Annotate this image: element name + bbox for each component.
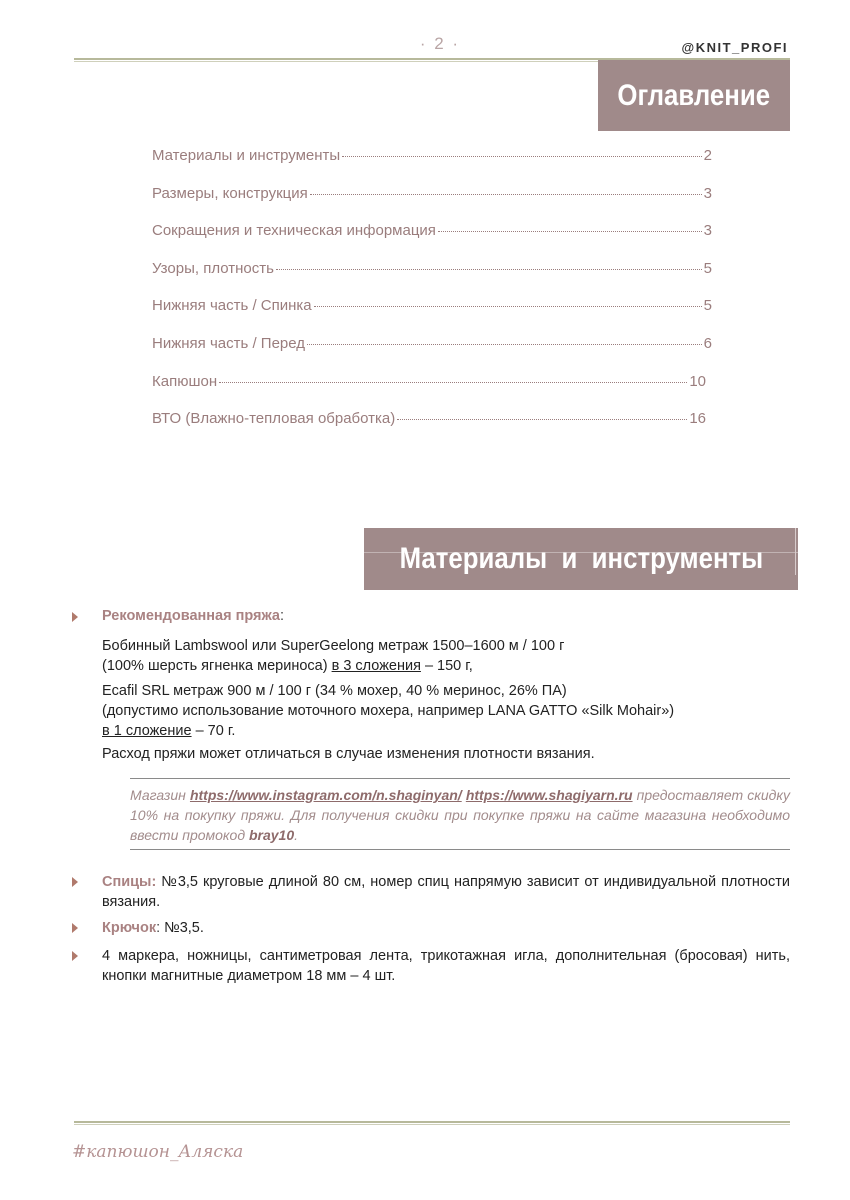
toc-entry-label: Нижняя часть / Перед: [152, 334, 306, 352]
toc-entry[interactable]: [152, 297, 712, 335]
toc-leader-dots: [397, 419, 687, 420]
page-number: · 2 ·: [419, 34, 461, 53]
promo-text: предоставляет скидку 10% на покупку пряжи. Для получения скидки при покупке пряжи на сайте магазина необходимо ввести промокод: [130, 787, 790, 843]
yarn-description-2: [102, 681, 790, 741]
bullet-arrow-icon: [72, 877, 78, 887]
bullet-arrow-icon: [72, 612, 78, 622]
hook-item: [102, 918, 790, 938]
yarn-heading: [102, 608, 284, 624]
toc-leader-dots: [276, 269, 702, 270]
ply-underlined: в 3 сложения: [331, 658, 421, 674]
toc-entry-page: 3: [703, 184, 712, 202]
yarn-heading-colon: :: [279, 608, 285, 624]
bullet-arrow-icon: [72, 923, 78, 933]
toc-entry[interactable]: [152, 373, 706, 411]
needles-text: №3,5 круговые длиной 80 см, номер спиц напрямую зависит от индивидуальной плотности вязания.: [102, 874, 790, 910]
toc-leader-dots: [307, 344, 702, 345]
toc-entry[interactable]: [152, 147, 712, 185]
toc-entry-page: 5: [703, 297, 712, 315]
needles-heading: Спицы:: [102, 874, 157, 890]
toc-entry[interactable]: [152, 410, 706, 448]
toc-entry-page: 3: [703, 222, 712, 240]
yarn-line: Бобинный Lambswool или SuperGeelong метраж 1500–1600 м / 100 г: [102, 638, 565, 654]
toc-title-box: [598, 60, 790, 131]
toc-entry[interactable]: [152, 260, 712, 298]
yarn-line-text: – 70 г.: [191, 723, 236, 739]
toc-entry-label: Узоры, плотность: [152, 259, 274, 277]
promo-code: bray10: [248, 827, 295, 843]
toc-entry-label: ВТО (Влажно-тепловая обработка): [152, 410, 396, 428]
promo-prefix: Магазин: [130, 787, 190, 803]
section-title: Материалы и инструменты: [399, 542, 763, 575]
yarn-line: Ecafil SRL метраж 900 м / 100 г (34 % мохер, 40 % меринос, 26% ПА): [102, 683, 567, 699]
toc-entry-page: 16: [689, 410, 706, 428]
toc-entry-label: Размеры, конструкция: [152, 184, 308, 202]
toc-entry-page: 2: [703, 147, 712, 164]
yarn-line: (допустимо использование моточного мохера, например LANA GATTO «Silk Mohair»): [102, 703, 675, 719]
toc-entry[interactable]: [152, 222, 712, 260]
section-title-highlight: [364, 552, 798, 553]
needles-item: [102, 872, 790, 912]
instagram-link[interactable]: https://www.instagram.com/n.shaginyan/: [189, 787, 462, 803]
toc-entry-label: Нижняя часть / Спинка: [152, 297, 312, 315]
yarn-description-1: [102, 636, 790, 676]
table-of-contents: [152, 147, 712, 448]
toc-leader-dots: [310, 194, 702, 195]
toc-entry-page: 10: [689, 372, 706, 390]
toc-entry[interactable]: [152, 335, 712, 373]
yarn-line: [102, 656, 790, 676]
toc-entry-label: Капюшон: [152, 372, 218, 390]
section-title-box: [364, 528, 798, 590]
toc-entry-label: Материалы и инструменты: [152, 147, 341, 164]
yarn-consumption-note: Расход пряжи может отличаться в случае изменения плотности вязания.: [102, 746, 595, 762]
shop-website-link[interactable]: https://www.shagiyarn.ru: [465, 787, 633, 803]
toc-leader-dots: [314, 306, 702, 307]
promo-end: .: [294, 827, 299, 843]
footer-hashtag: #капюшон_Аляска: [72, 1142, 244, 1162]
toc-entry[interactable]: [152, 185, 712, 223]
toc-leader-dots: [438, 231, 702, 232]
hook-colon: :: [156, 920, 161, 936]
toc-entry-page: 5: [703, 259, 712, 277]
bullet-arrow-icon: [72, 951, 78, 961]
toc-entry-page: 6: [703, 334, 712, 352]
yarn-line-text: (100% шерсть ягненка мериноса): [102, 658, 332, 674]
toc-leader-dots: [219, 382, 687, 383]
yarn-line-text: – 150 г,: [420, 658, 473, 674]
toc-title: Оглавление: [617, 78, 771, 112]
toc-leader-dots: [342, 156, 701, 157]
section-title-edge: [795, 528, 796, 575]
ply-underlined: в 1 сложение: [102, 723, 192, 739]
brand-handle: @KNIT_PROFI: [681, 40, 788, 55]
hook-heading: Крючок: [102, 920, 157, 936]
toc-entry-label: Сокращения и техническая информация: [152, 222, 436, 240]
hook-text: №3,5.: [160, 920, 204, 936]
footer-rule-secondary: [74, 1124, 790, 1125]
yarn-line: [102, 721, 790, 741]
shop-promo-box: [130, 778, 790, 850]
yarn-heading-label: Рекомендованная пряжа: [102, 608, 280, 624]
footer-rule: [74, 1121, 790, 1123]
tools-item: 4 маркера, ножницы, сантиметровая лента, трикотажная игла, дополнительная (бросовая) нить, кнопки магнитные диаметром 18 мм – 4 шт.: [102, 948, 790, 984]
